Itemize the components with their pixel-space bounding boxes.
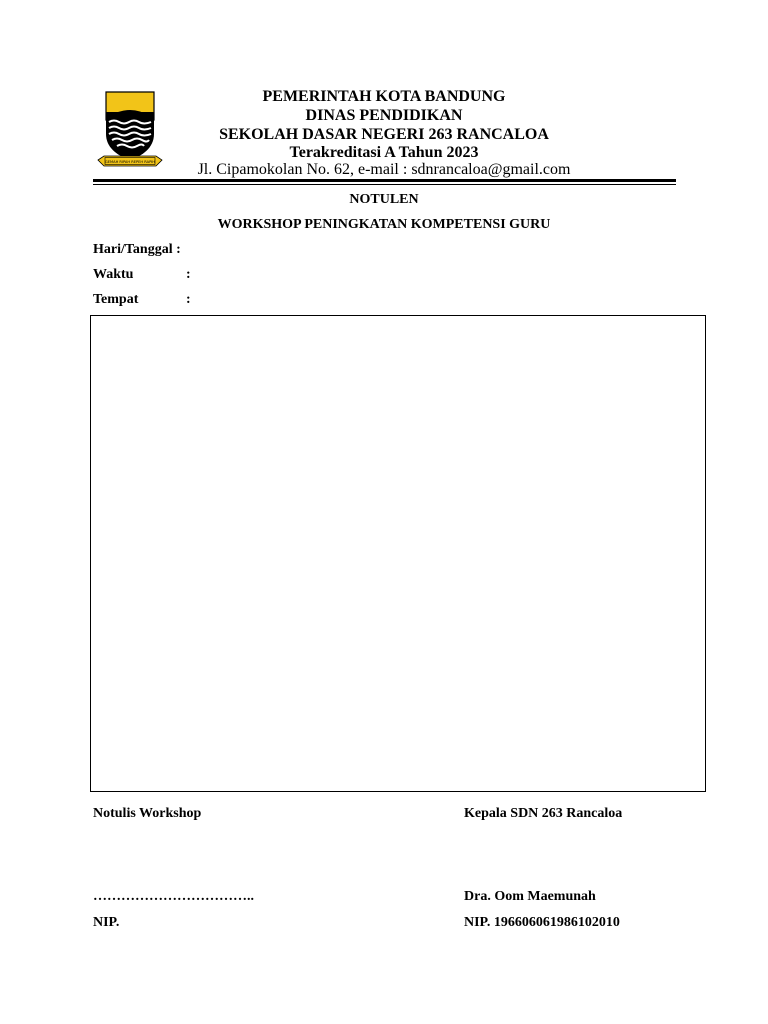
bandung-city-logo <box>96 90 164 172</box>
logo-motto: GEMAH RIPAH REPEH RAPIH <box>104 160 156 164</box>
signature-right-name: Dra. Oom Maemunah <box>464 889 596 904</box>
signature-right-nip: NIP. 196606061986102010 <box>464 915 620 930</box>
letterhead-government: PEMERINTAH KOTA BANDUNG <box>262 88 506 105</box>
letterhead <box>184 87 584 182</box>
field-tempat-colon: : <box>186 292 191 307</box>
field-hari-tanggal <box>93 242 181 258</box>
letterhead-department: DINAS PENDIDIKAN <box>305 107 463 124</box>
letterhead-school-name: SEKOLAH DASAR NEGERI 263 RANCALOA <box>219 126 549 143</box>
letterhead-address: Jl. Cipamokolan No. 62, e-mail : sdnrancaloa@gmail.com <box>197 161 571 178</box>
signature-left-nip: NIP. <box>93 915 120 930</box>
field-waktu-colon: : <box>186 267 191 282</box>
letterhead-divider-thick <box>93 179 676 182</box>
signature-left-name: …………………………….. <box>93 889 254 904</box>
field-hari-tanggal-label: Hari/Tanggal <box>93 242 173 257</box>
notes-area[interactable] <box>90 315 706 792</box>
letterhead-accreditation: Terakreditasi A Tahun 2023 <box>289 144 479 161</box>
letterhead-divider-thin <box>93 184 676 185</box>
signature-right-title: Kepala SDN 263 Rancaloa <box>464 806 623 821</box>
field-waktu-label: Waktu <box>93 267 134 282</box>
document-title: NOTULEN <box>349 192 419 207</box>
document-subtitle: WORKSHOP PENINGKATAN KOMPETENSI GURU <box>217 217 551 232</box>
signature-left-title: Notulis Workshop <box>93 806 202 821</box>
field-hari-tanggal-colon: : <box>176 242 181 257</box>
field-tempat-label: Tempat <box>93 292 139 307</box>
